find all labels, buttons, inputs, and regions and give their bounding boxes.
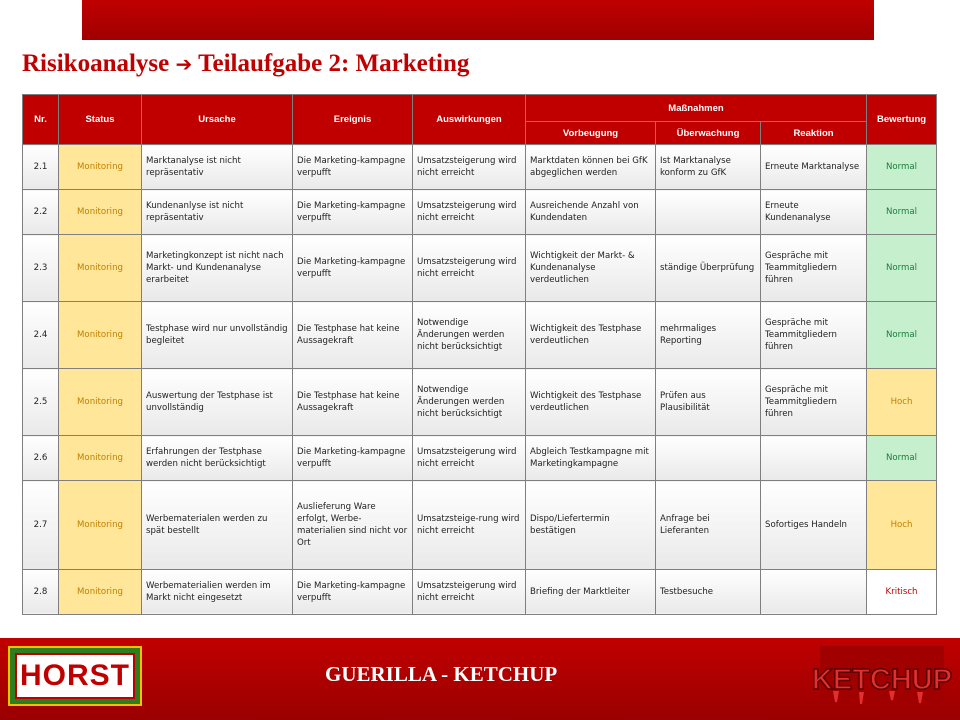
cell-reaktion: Erneute Marktanalyse [761,145,867,190]
cell-reaktion [761,436,867,481]
header-auswirkungen: Auswirkungen [413,95,526,145]
cell-status: Monitoring [59,302,142,369]
cell-status: Monitoring [59,235,142,302]
table-row [23,369,937,436]
cell-ueberwachung: Ist Marktanalyse konform zu GfK [656,145,761,190]
header-massnahmen: Maßnahmen [526,95,867,122]
cell-ereignis: Auslieferung Ware erfolgt, Werbe-materialien sind nicht vor Ort [293,481,413,570]
cell-ursache: Kundenanlyse ist nicht repräsentativ [142,190,293,235]
cell-nr: 2.7 [23,481,59,570]
table-row [23,436,937,481]
horst-logo [8,646,142,706]
footer-brand: GUERILLA - KETCHUP [325,662,558,686]
cell-nr: 2.5 [23,369,59,436]
cell-status: Monitoring [59,369,142,436]
cell-ereignis: Die Marketing-kampagne verpufft [293,436,413,481]
cell-bewertung: Normal [867,235,937,302]
table-row [23,569,937,614]
ketchup-logo [811,646,953,706]
arrow-right-icon: ➔ [175,52,193,76]
cell-nr: 2.6 [23,436,59,481]
cell-auswirkungen: Notwendige Änderungen werden nicht berücksichtigt [413,369,526,436]
cell-auswirkungen: Umsatzsteigerung wird nicht erreicht [413,436,526,481]
title-part2: Teilaufgabe 2: Marketing [198,50,470,77]
cell-vorbeugung: Ausreichende Anzahl von Kundendaten [526,190,656,235]
cell-reaktion: Gespräche mit Teammitgliedern führen [761,302,867,369]
cell-auswirkungen: Umsatzsteigerung wird nicht erreicht [413,235,526,302]
cell-bewertung: Hoch [867,369,937,436]
table-row [23,190,937,235]
cell-ueberwachung: Prüfen aus Plausibilität [656,369,761,436]
cell-vorbeugung: Abgleich Testkampagne mit Marketingkampagne [526,436,656,481]
cell-bewertung: Hoch [867,481,937,570]
header-bewertung: Bewertung [867,95,937,145]
cell-reaktion: Gespräche mit Teammitgliedern führen [761,235,867,302]
cell-auswirkungen: Umsatzsteige-rung wird nicht erreicht [413,481,526,570]
header-ereignis: Ereignis [293,95,413,145]
cell-ereignis: Die Marketing-kampagne verpufft [293,190,413,235]
top-banner [82,0,874,40]
cell-nr: 2.8 [23,569,59,614]
cell-ereignis: Die Testphase hat keine Aussagekraft [293,302,413,369]
cell-reaktion: Sofortiges Handeln [761,481,867,570]
cell-reaktion [761,569,867,614]
header-vorbeugung: Vorbeugung [526,122,656,145]
cell-ueberwachung: Testbesuche [656,569,761,614]
cell-ursache: Marktanalyse ist nicht repräsentativ [142,145,293,190]
cell-reaktion: Erneute Kundenanalyse [761,190,867,235]
cell-status: Monitoring [59,436,142,481]
table-row [23,235,937,302]
cell-auswirkungen: Umsatzsteigerung wird nicht erreicht [413,145,526,190]
cell-ueberwachung: ständige Überprüfung [656,235,761,302]
cell-bewertung: Normal [867,145,937,190]
cell-vorbeugung: Briefing der Marktleiter [526,569,656,614]
table-row [23,481,937,570]
cell-vorbeugung: Wichtigkeit des Testphase verdeutlichen [526,369,656,436]
cell-status: Monitoring [59,190,142,235]
cell-ereignis: Die Marketing-kampagne verpufft [293,235,413,302]
header-status: Status [59,95,142,145]
cell-vorbeugung: Wichtigkeit der Markt- & Kundenanalyse verdeutlichen [526,235,656,302]
cell-nr: 2.2 [23,190,59,235]
cell-ursache: Erfahrungen der Testphase werden nicht berücksichtigt [142,436,293,481]
horst-logo-inner [15,653,135,699]
cell-status: Monitoring [59,481,142,570]
cell-vorbeugung: Dispo/Liefertermin bestätigen [526,481,656,570]
page-title [22,50,469,78]
header-nr: Nr. [23,95,59,145]
cell-ursache: Auswertung der Testphase ist unvollständig [142,369,293,436]
horst-logo-text: HORST [20,659,130,692]
cell-ueberwachung: Anfrage bei Lieferanten [656,481,761,570]
cell-bewertung: Kritisch [867,569,937,614]
cell-ereignis: Die Marketing-kampagne verpufft [293,569,413,614]
cell-reaktion: Gespräche mit Teammitgliedern führen [761,369,867,436]
cell-bewertung: Normal [867,436,937,481]
cell-status: Monitoring [59,569,142,614]
cell-ueberwachung [656,190,761,235]
cell-auswirkungen: Umsatzsteigerung wird nicht erreicht [413,190,526,235]
cell-bewertung: Normal [867,190,937,235]
cell-ereignis: Die Testphase hat keine Aussagekraft [293,369,413,436]
title-part1: Risikoanalyse [22,50,170,77]
cell-auswirkungen: Notwendige Änderungen werden nicht berücksichtigt [413,302,526,369]
cell-status: Monitoring [59,145,142,190]
cell-ursache: Marketingkonzept ist nicht nach Markt- und Kundenanalyse erarbeitet [142,235,293,302]
header-reaktion: Reaktion [761,122,867,145]
cell-bewertung: Normal [867,302,937,369]
cell-nr: 2.1 [23,145,59,190]
cell-ursache: Testphase wird nur unvollständig begleitet [142,302,293,369]
table-row [23,302,937,369]
cell-auswirkungen: Umsatzsteigerung wird nicht erreicht [413,569,526,614]
cell-ursache: Werbematerialen werden zu spät bestellt [142,481,293,570]
cell-ueberwachung [656,436,761,481]
cell-vorbeugung: Marktdaten können bei GfK abgeglichen werden [526,145,656,190]
table-row [23,145,937,190]
cell-ueberwachung: mehrmaliges Reporting [656,302,761,369]
cell-nr: 2.3 [23,235,59,302]
cell-nr: 2.4 [23,302,59,369]
risk-table [22,94,937,615]
cell-ereignis: Die Marketing-kampagne verpufft [293,145,413,190]
header-ueberwachung: Überwachung [656,122,761,145]
cell-ursache: Werbematerialien werden im Markt nicht eingesetzt [142,569,293,614]
header-ursache: Ursache [142,95,293,145]
cell-vorbeugung: Wichtigkeit des Testphase verdeutlichen [526,302,656,369]
ketchup-logo-text: KETCHUP [811,664,953,696]
